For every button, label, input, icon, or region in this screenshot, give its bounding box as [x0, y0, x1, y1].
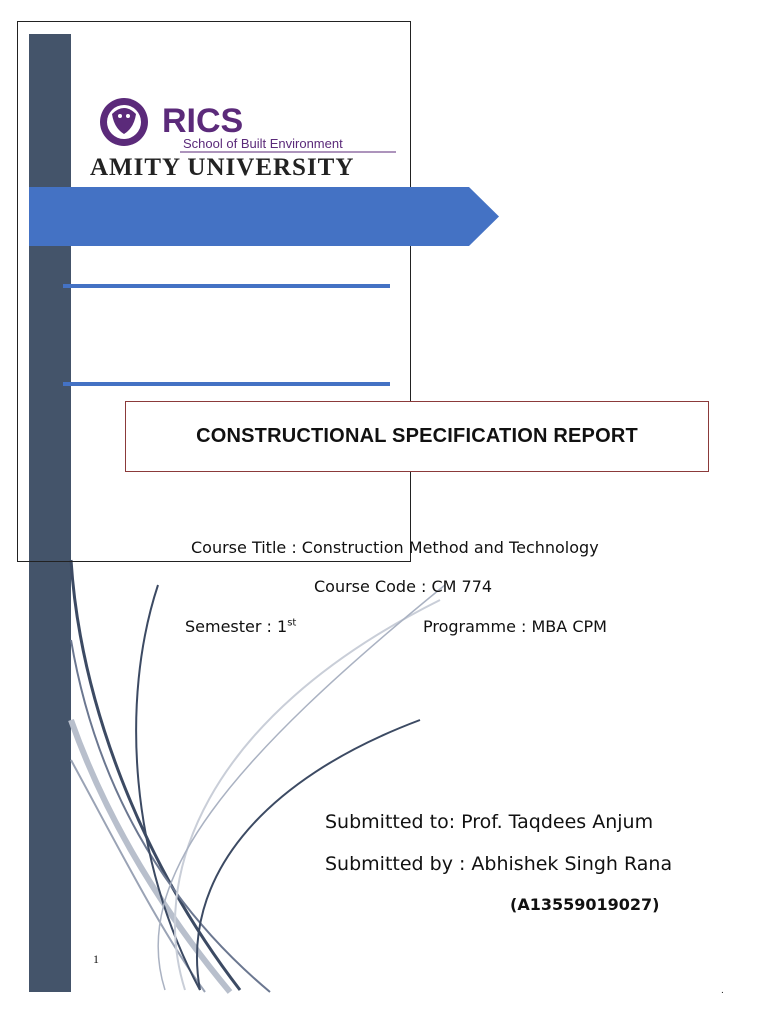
page-mark: .	[721, 985, 724, 996]
semester-suffix: st	[287, 617, 297, 629]
semester-label: Semester : 1	[185, 617, 288, 636]
enrollment-number: (A13559019027)	[510, 895, 660, 914]
lion-emblem-icon	[100, 98, 148, 146]
course-code: Course Code : CM 774	[314, 577, 493, 596]
page-number: 1	[93, 952, 99, 966]
logo-brand: RICS	[162, 102, 244, 140]
divider-line	[63, 284, 390, 288]
arrow-banner	[29, 187, 499, 246]
semester	[185, 617, 296, 636]
programme: Programme : MBA CPM	[423, 617, 607, 636]
submitted-by: Submitted by : Abhishek Singh Rana	[325, 853, 673, 875]
divider-line	[63, 382, 390, 386]
logo-university: AMITY UNIVERSITY	[90, 154, 355, 181]
report-title: CONSTRUCTIONAL SPECIFICATION REPORT	[196, 425, 638, 447]
rics-amity-logo	[90, 94, 410, 184]
logo-school: School of Built Environment	[183, 136, 343, 151]
submitted-to: Submitted to: Prof. Taqdees Anjum	[325, 811, 654, 833]
course-title: Course Title : Construction Method and Technology	[191, 538, 599, 557]
report-title-box	[125, 401, 709, 472]
